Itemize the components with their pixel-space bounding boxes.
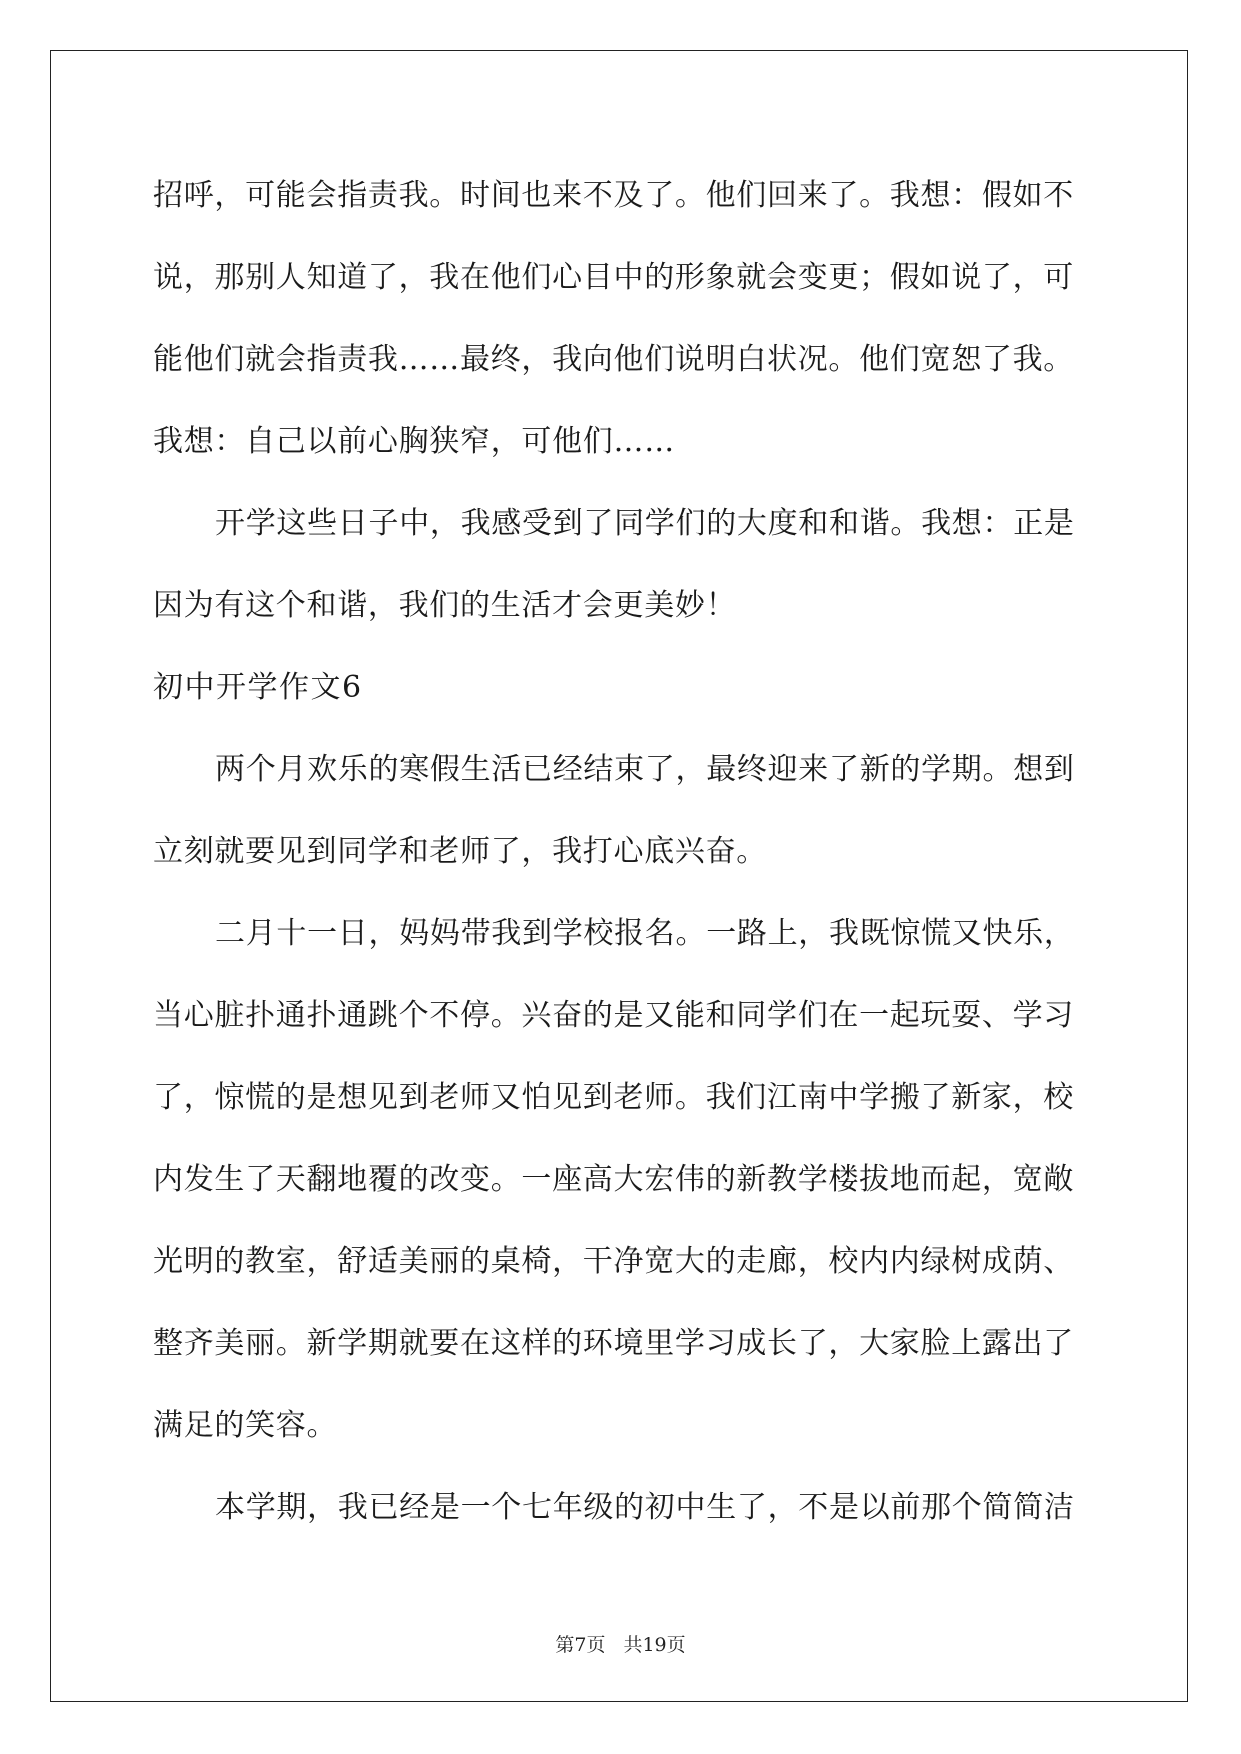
- paragraph-start-line: 开学这些日子中，我感受到了同学们的大度和和谐。我想：正是: [215, 506, 1075, 541]
- section-heading: 初中开学作文6: [153, 670, 363, 705]
- text-line: 能他们就会指责我……最终，我向他们说明白状况。他们宽恕了我。: [153, 342, 1074, 377]
- text-line: 我想：自己以前心胸狭窄，可他们……: [153, 424, 675, 459]
- text-line: 了，惊慌的是想见到老师又怕见到老师。我们江南中学搬了新家，校: [153, 1080, 1074, 1115]
- page-footer: [0, 1630, 1241, 1657]
- text-line: 内发生了天翻地覆的改变。一座高大宏伟的新教学楼拔地而起，宽敞: [153, 1162, 1074, 1197]
- current-page-label: 第7页: [555, 1634, 606, 1656]
- text-line: 整齐美丽。新学期就要在这样的环境里学习成长了，大家脸上露出了: [153, 1326, 1074, 1361]
- text-line: 光明的教室，舒适美丽的桌椅，干净宽大的走廊，校内内绿树成荫、: [153, 1244, 1074, 1279]
- text-line: 当心脏扑通扑通跳个不停。兴奋的是又能和同学们在一起玩耍、学习: [153, 998, 1074, 1033]
- text-line: 招呼，可能会指责我。时间也来不及了。他们回来了。我想：假如不: [153, 178, 1074, 213]
- paragraph-start-line: 二月十一日，妈妈带我到学校报名。一路上，我既惊慌又快乐，: [215, 916, 1075, 951]
- text-line: 立刻就要见到同学和老师了，我打心底兴奋。: [153, 834, 767, 869]
- total-pages-label: 共19页: [623, 1634, 686, 1656]
- text-line: 因为有这个和谐，我们的生活才会更美妙！: [153, 588, 737, 623]
- text-line: 说，那别人知道了，我在他们心目中的形象就会变更；假如说了，可: [153, 260, 1074, 295]
- paragraph-start-line: 本学期，我已经是一个七年级的初中生了，不是以前那个简简洁: [215, 1490, 1075, 1525]
- paragraph-start-line: 两个月欢乐的寒假生活已经结束了，最终迎来了新的学期。想到: [215, 752, 1075, 787]
- document-body: [153, 155, 1093, 1549]
- text-line: 满足的笑容。: [153, 1408, 338, 1443]
